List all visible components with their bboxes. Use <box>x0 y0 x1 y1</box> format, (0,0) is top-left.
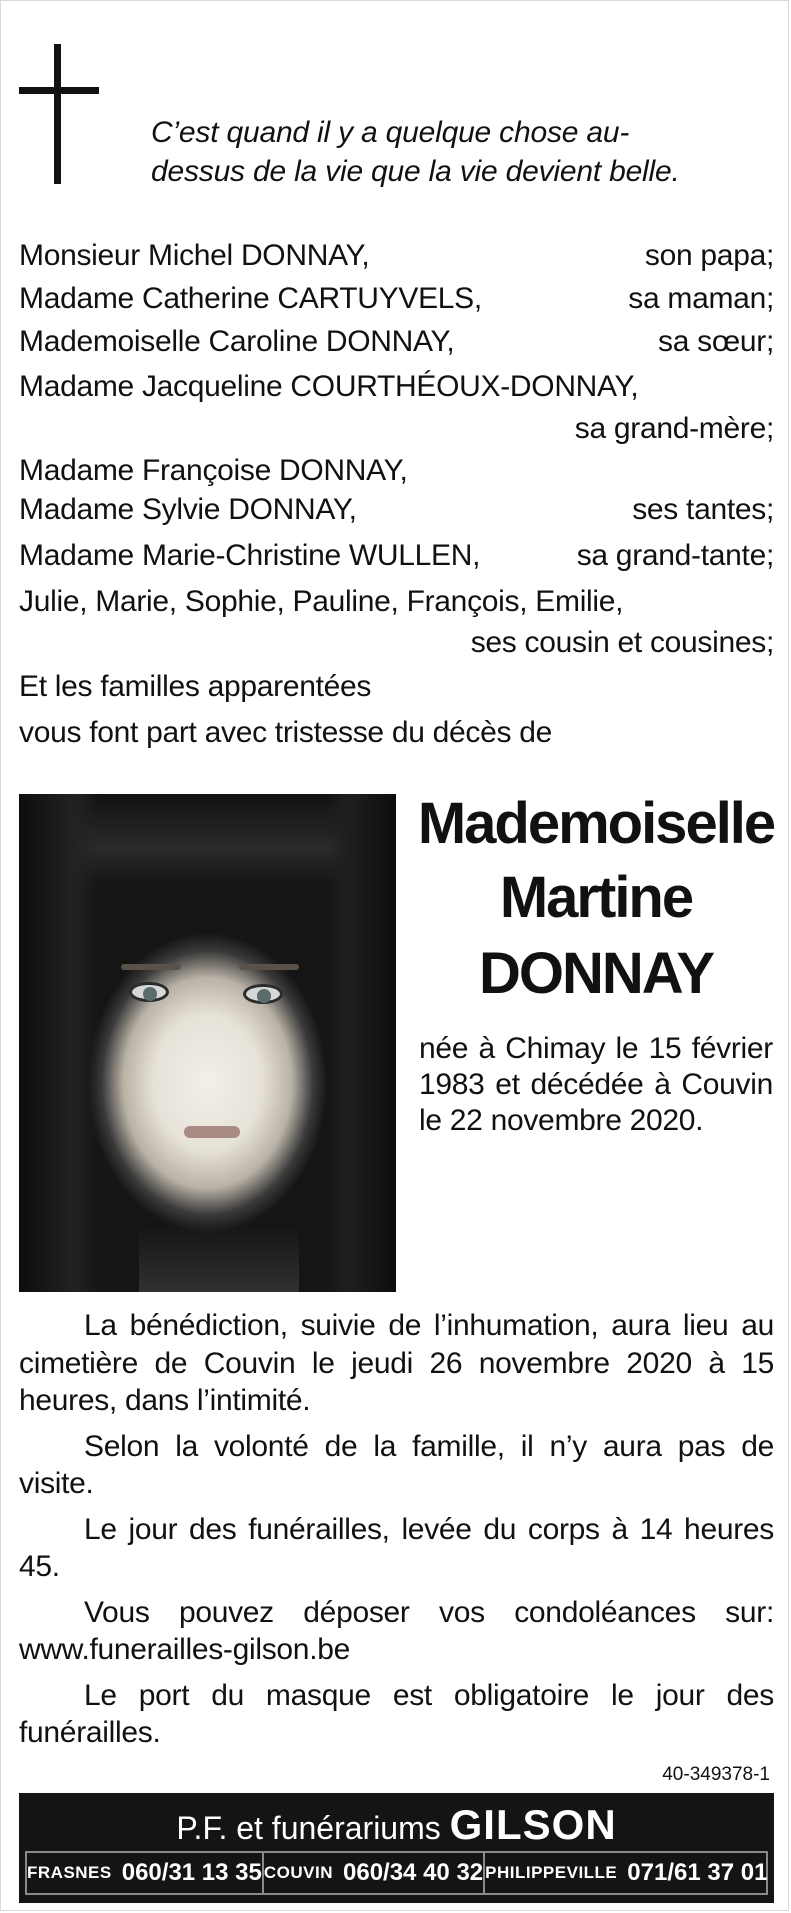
relative-name: Mademoiselle Caroline DONNAY, <box>19 325 455 358</box>
relative-name: Madame Jacqueline COURTHÉOUX-DONNAY, <box>19 370 639 403</box>
deceased-title: Mademoiselle <box>417 791 775 856</box>
contact-frasnes <box>27 1853 264 1893</box>
relative-name: Madame Françoise DONNAY, <box>19 454 408 487</box>
cross-icon-horizontal <box>19 87 99 94</box>
relative-name: Monsieur Michel DONNAY, <box>19 239 370 272</box>
contact-phone: 060/31 13 35 <box>121 1859 262 1886</box>
announcement-line: vous font part avec tristesse du décès de <box>19 716 553 749</box>
paragraph: La bénédiction, suivie de l’inhumation, aura lieu au cimetière de Couvin le jeudi 26 novembre 2020 à 15 heures, dans l’intimité. <box>19 1309 774 1417</box>
relative-role: sa grand-tante; <box>576 539 774 572</box>
relative-row <box>19 237 774 275</box>
relative-name: Madame Marie-Christine WULLEN, <box>19 539 481 572</box>
relative-name: Madame Catherine CARTUYVELS, <box>19 282 482 315</box>
relative-role: sa sœur; <box>658 325 774 358</box>
birth-death-info: née à Chimay le 15 février 1983 et décédée à Couvin le 22 novembre 2020. <box>419 1032 773 1137</box>
relative-name: Madame Sylvie DONNAY, <box>19 493 357 526</box>
relative-row <box>19 452 774 490</box>
relative-row <box>19 537 774 575</box>
contact-philippeville <box>485 1853 767 1893</box>
quote-line: dessus de la vie que la vie devient belle. <box>151 155 680 188</box>
paragraph: Selon la volonté de la famille, il n’y aura pas de visite. <box>19 1429 774 1500</box>
relative-row <box>19 323 774 361</box>
quote-line: C’est quand il y a quelque chose au- <box>151 116 630 149</box>
funeral-home-name <box>19 1801 774 1849</box>
funeral-home-brand: GILSON <box>449 1801 617 1848</box>
relative-row <box>19 583 774 663</box>
contact-couvin <box>264 1853 485 1893</box>
deceased-first-name: Martine <box>499 865 693 930</box>
relative-name: Julie, Marie, Sophie, Pauline, François, Emilie, <box>19 585 624 618</box>
deceased-last-name: DONNAY <box>478 941 714 1006</box>
epigraph-quote <box>151 113 771 191</box>
contact-city: COUVIN <box>263 1863 333 1882</box>
paragraph: Le port du masque est obligatoire le jour des funérailles. <box>19 1678 774 1749</box>
relative-row <box>19 491 774 529</box>
funeral-home-banner <box>19 1793 774 1903</box>
relative-role: sa grand-mère; <box>574 412 774 445</box>
relative-role: ses cousin et cousines; <box>470 626 774 659</box>
contact-city: FRASNES <box>27 1863 112 1882</box>
contact-city: PHILIPPEVILLE <box>485 1863 618 1882</box>
paragraph: Le jour des funérailles, levée du corps à 14 heures 45. <box>19 1512 774 1583</box>
relative-role: ses tantes; <box>632 493 774 526</box>
relative-row <box>19 368 774 448</box>
portrait-photo <box>19 794 396 1292</box>
relative-role: sa maman; <box>628 282 774 315</box>
paragraph: Vous pouvez déposer vos condoléances sur: www.funerailles-gilson.be <box>19 1595 774 1666</box>
funeral-details <box>19 1307 774 1760</box>
relative-row <box>19 280 774 318</box>
contact-phone: 060/34 40 32 <box>343 1859 484 1886</box>
cross-icon-vertical <box>54 44 61 184</box>
contact-phone: 071/61 37 01 <box>627 1859 768 1886</box>
families-line: Et les familles apparentées <box>19 670 372 703</box>
funeral-home-prefix: P.F. et funérariums <box>176 1810 441 1846</box>
relative-role: son papa; <box>644 239 774 272</box>
reference-number: 40-349378-1 <box>662 1764 770 1785</box>
contact-bar <box>25 1851 768 1895</box>
